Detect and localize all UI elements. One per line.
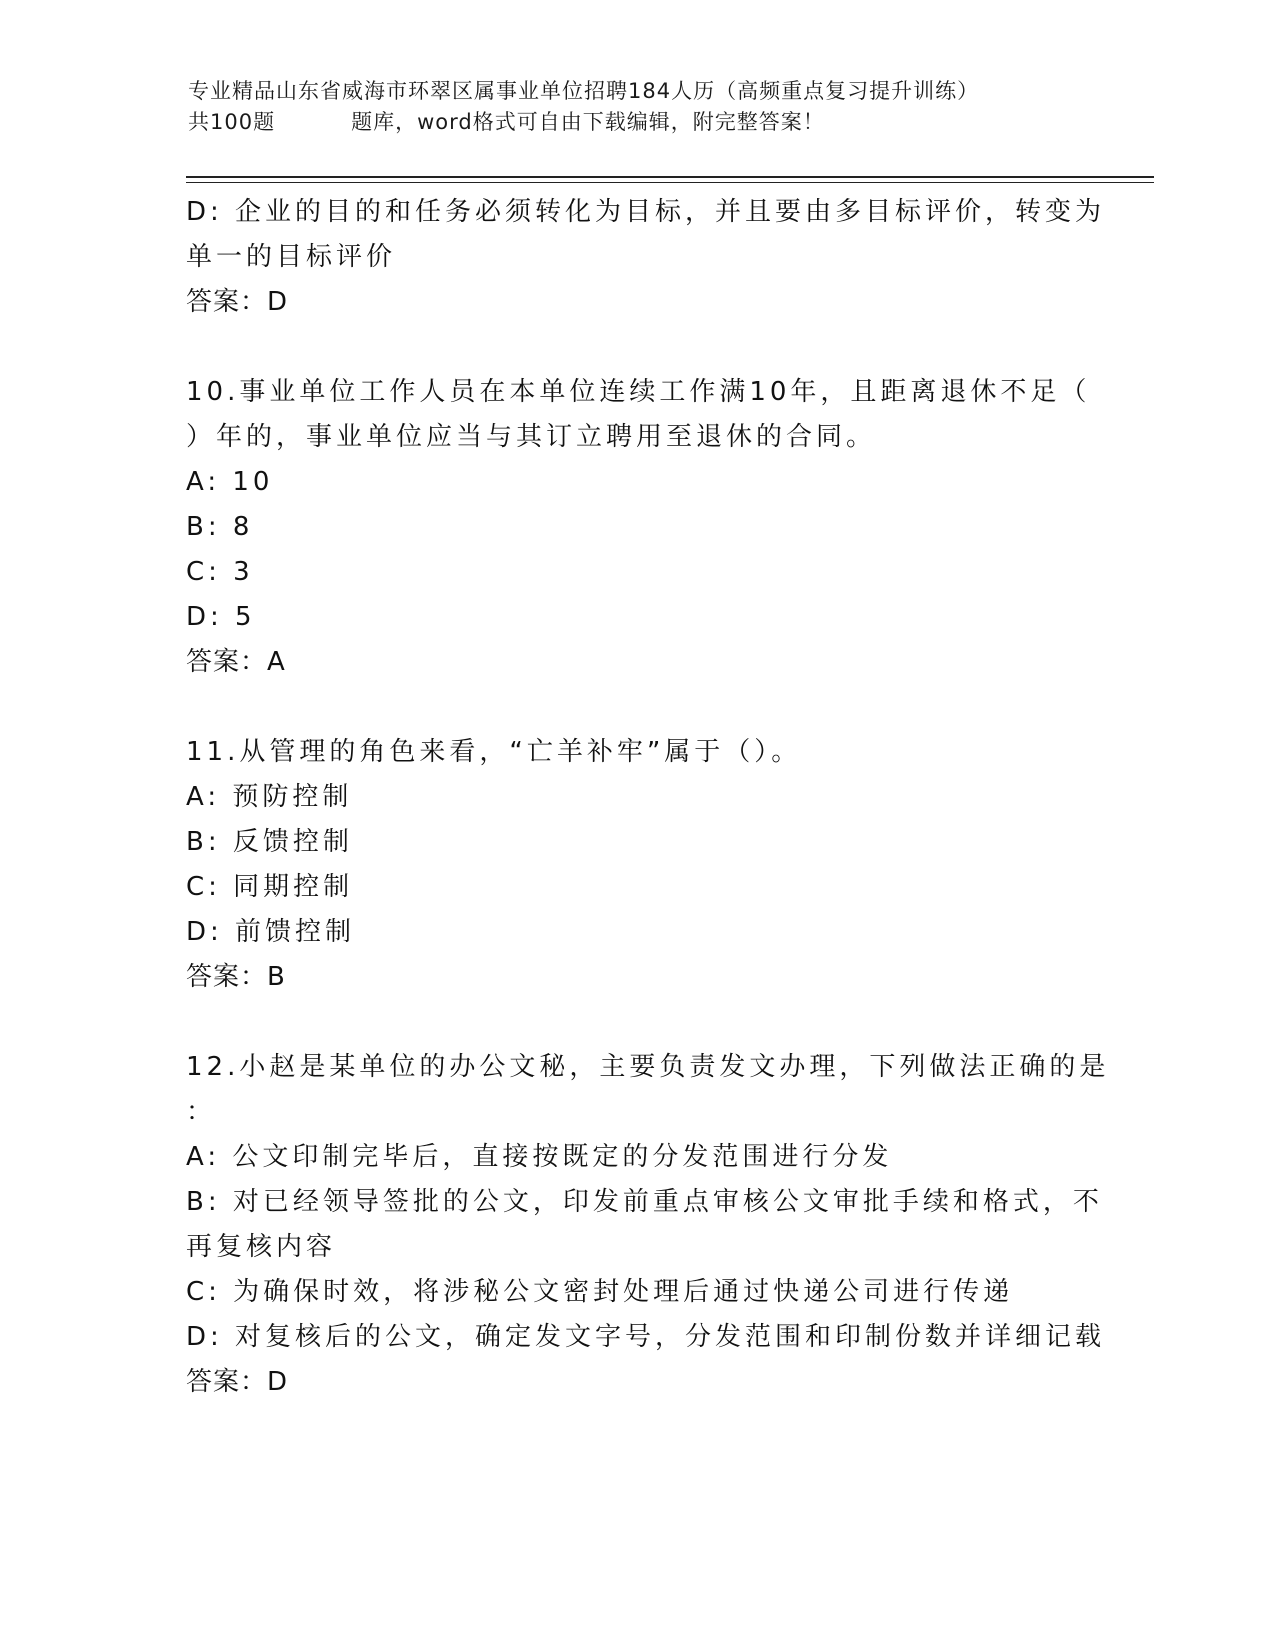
q12-option-b-line1: B: 对已经领导签批的公文，印发前重点审核公文审批手续和格式，不 xyxy=(186,1187,1103,1217)
q9-answer: 答案：D xyxy=(186,287,289,317)
q12-option-a: A: 公文印制完毕后，直接按既定的分发范围进行分发 xyxy=(186,1142,893,1172)
header-divider-thick xyxy=(186,176,1154,178)
spacer xyxy=(186,685,1086,730)
spacer xyxy=(186,325,1086,370)
header-title-line2 xyxy=(188,107,1088,138)
q11-option-a: A: 预防控制 xyxy=(186,782,353,812)
header-question-count: 共100题 xyxy=(188,110,276,134)
header-divider-thin xyxy=(186,182,1154,183)
q11-option-b: B: 反馈控制 xyxy=(186,827,353,857)
q10-option-d: D: 5 xyxy=(186,602,256,632)
q11-option-d: D: 前馈控制 xyxy=(186,917,356,947)
q12-stem-line2: ： xyxy=(186,1097,217,1127)
header-subtitle: 题库，word格式可自由下载编辑，附完整答案！ xyxy=(351,110,825,134)
q10-stem-line1: 10.事业单位工作人员在本单位连续工作满10年，且距离退休不足（ xyxy=(186,377,1091,407)
q10-option-b: B: 8 xyxy=(186,512,254,542)
q11-answer: 答案：B xyxy=(186,962,286,992)
q11-option-c: C: 同期控制 xyxy=(186,872,354,902)
q12-stem-line1: 12.小赵是某单位的办公文秘，主要负责发文办理，下列做法正确的是 xyxy=(186,1052,1110,1082)
q9-option-d-line2: 单一的目标评价 xyxy=(186,242,397,272)
q10-option-a: A: 10 xyxy=(186,467,274,497)
q12-answer: 答案：D xyxy=(186,1367,289,1397)
q10-option-c: C: 3 xyxy=(186,557,254,587)
q10-stem-line2: ）年的，事业单位应当与其订立聘用至退休的合同。 xyxy=(186,422,877,452)
page-header xyxy=(188,76,1088,138)
q10-answer: 答案：A xyxy=(186,647,286,677)
q12-option-c: C: 为确保时效，将涉秘公文密封处理后通过快递公司进行传递 xyxy=(186,1277,1014,1307)
q12-option-b-line2: 再复核内容 xyxy=(186,1232,337,1262)
spacer xyxy=(186,1000,1086,1045)
header-gap xyxy=(275,107,351,138)
q11-stem: 11.从管理的角色来看，“亡羊补牢”属于（）。 xyxy=(186,737,802,767)
header-title-line1: 专业精品山东省威海市环翠区属事业单位招聘184人历（高频重点复习提升训练） xyxy=(188,79,980,103)
q12-option-d: D: 对复核后的公文，确定发文字号，分发范围和印制份数并详细记载 xyxy=(186,1322,1106,1352)
question-content xyxy=(186,190,1110,1405)
q9-option-d-line1: D: 企业的目的和任务必须转化为目标，并且要由多目标评价，转变为 xyxy=(186,197,1106,227)
